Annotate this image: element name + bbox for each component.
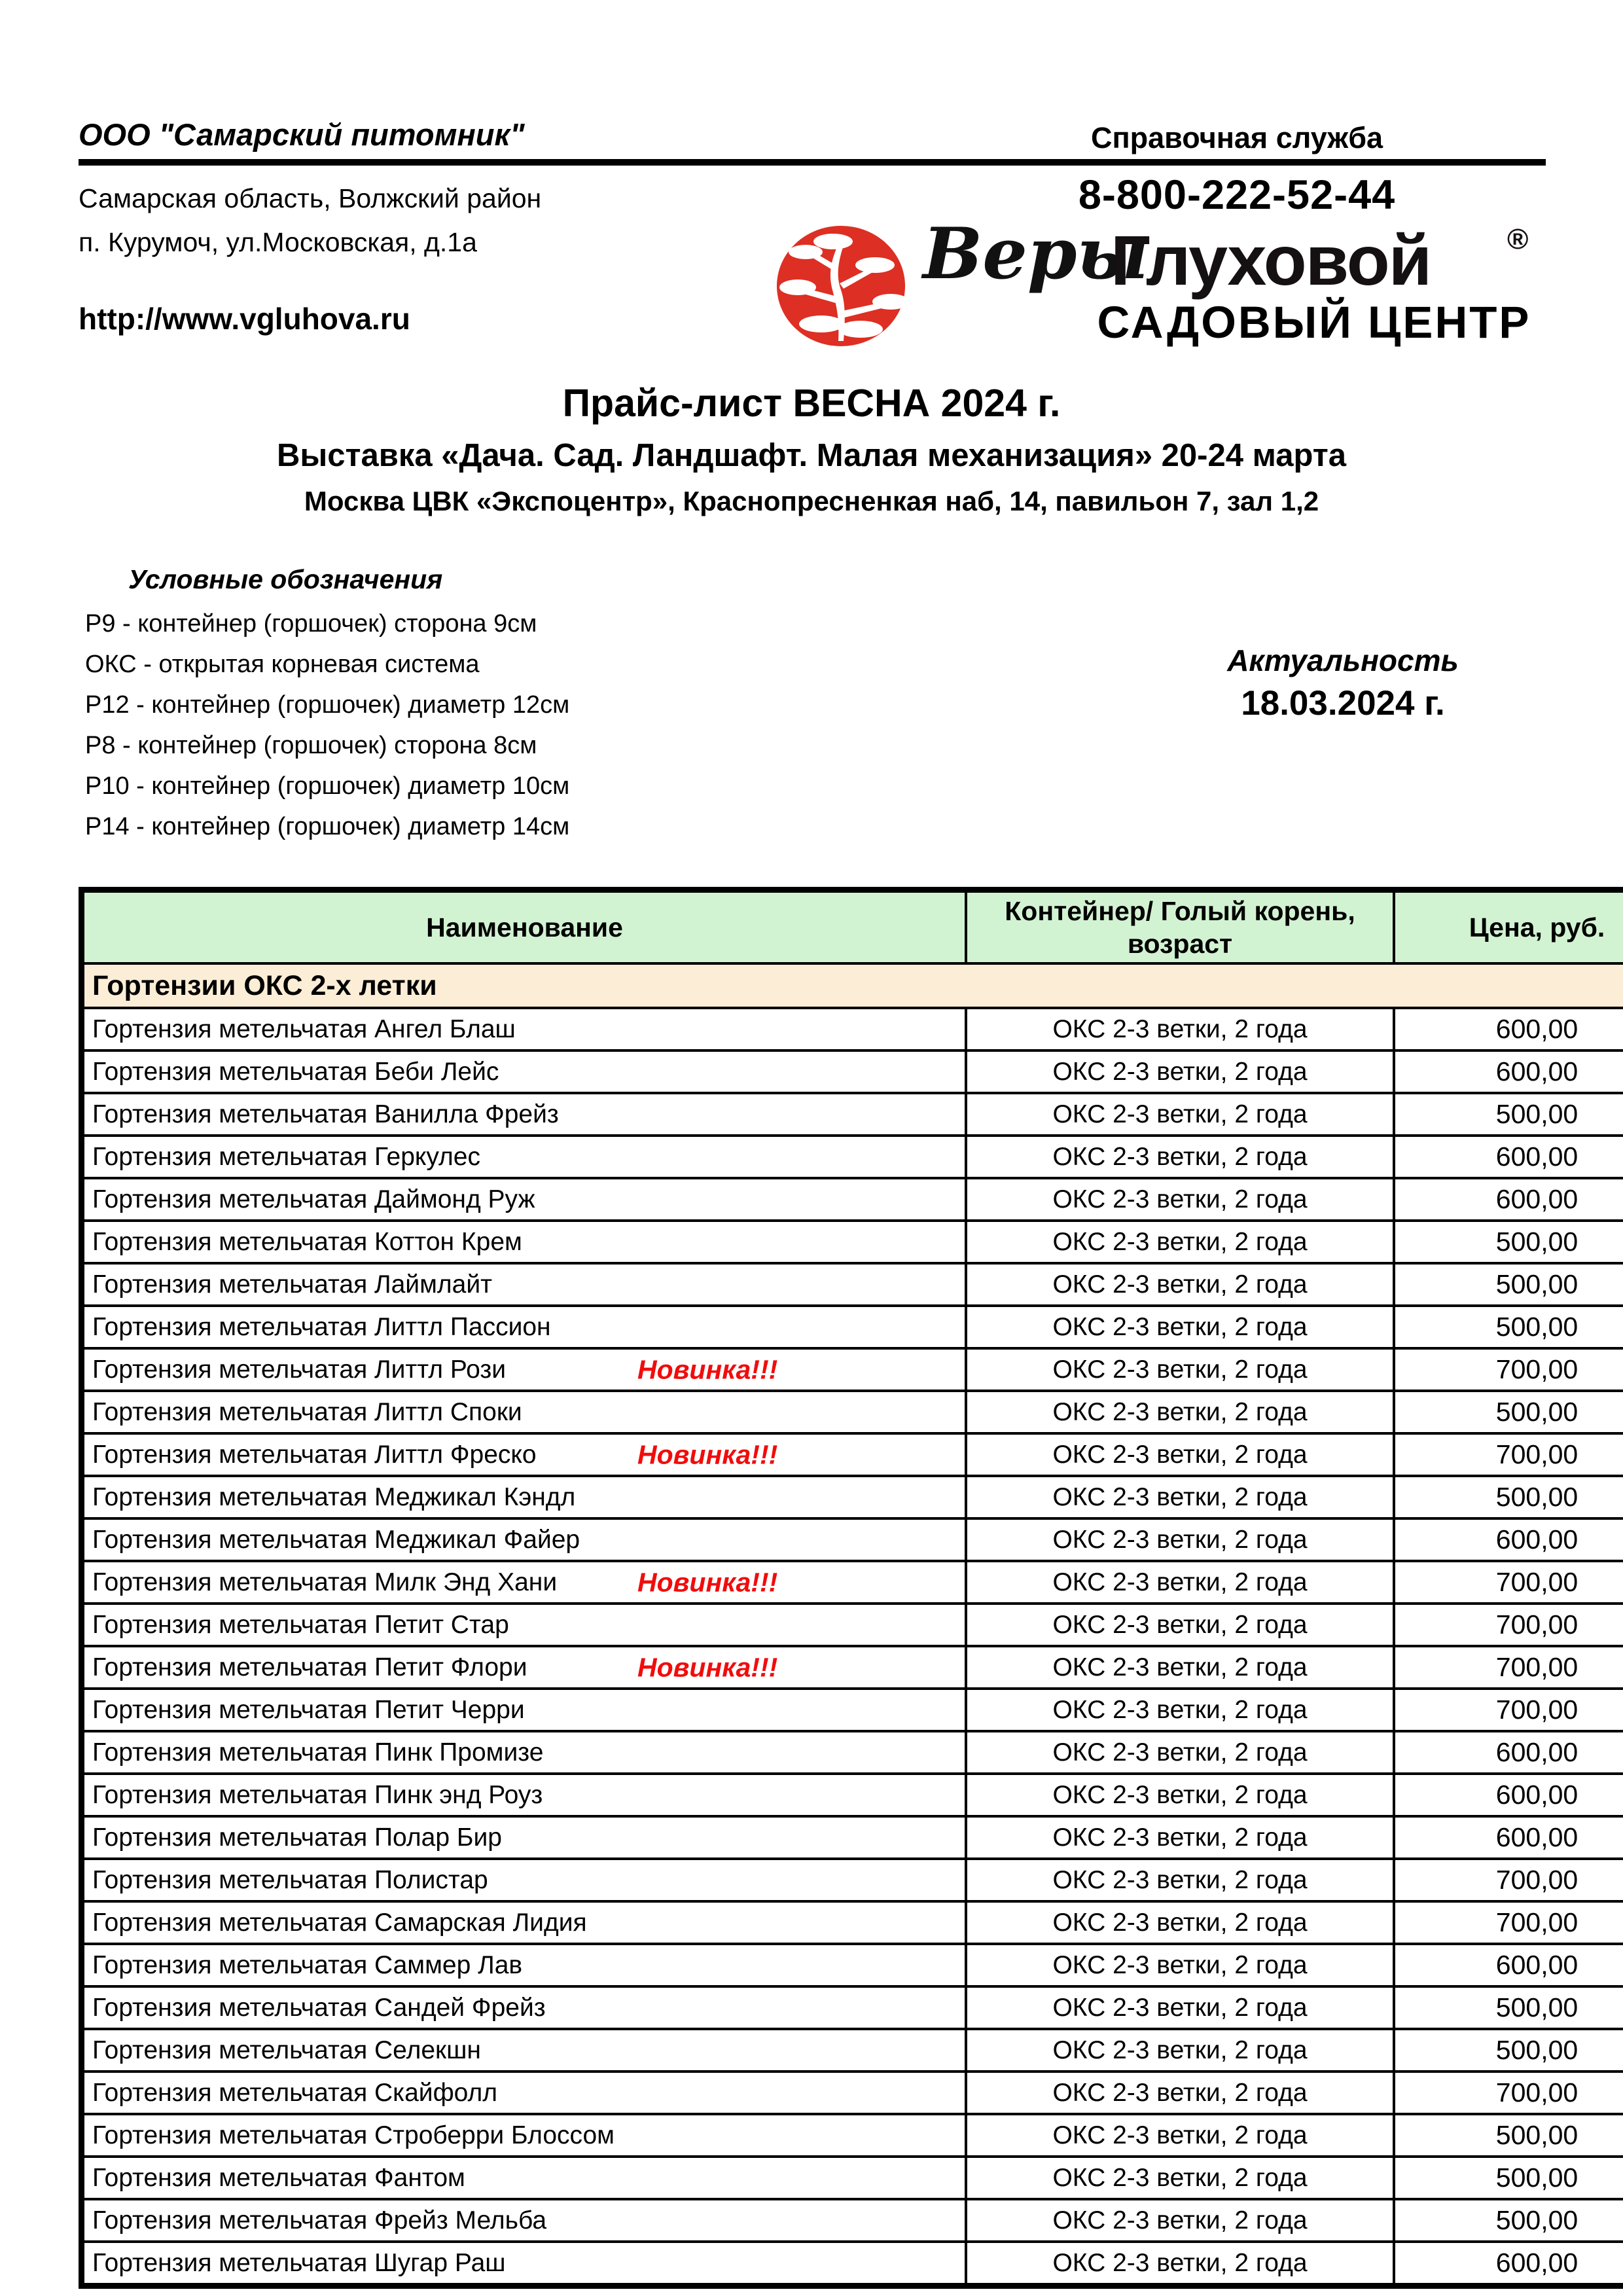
container-cell: ОКС 2-3 ветки, 2 года xyxy=(966,1646,1394,1689)
header-divider-rule xyxy=(79,159,1546,166)
legend-item: Р12 - контейнер (горшочек) диаметр 12см xyxy=(85,691,570,719)
price-cell: 600,00 xyxy=(1394,1774,1623,1816)
container-cell: ОКС 2-3 ветки, 2 года xyxy=(966,2072,1394,2114)
hotline-label: Справочная служба xyxy=(1090,121,1383,154)
plant-name: Гортензия метельчатая Литтл Рози xyxy=(92,1355,507,1384)
plant-name-cell xyxy=(82,1986,967,2029)
plant-name: Гортензия метельчатая Геркулес xyxy=(92,1142,480,1171)
price-cell: 500,00 xyxy=(1394,2199,1623,2242)
table-row xyxy=(82,1476,1623,1518)
plant-name-cell xyxy=(82,2029,967,2072)
container-cell: ОКС 2-3 ветки, 2 года xyxy=(966,1221,1394,1263)
plant-name: Гортензия метельчатая Петит Флори xyxy=(92,1653,527,1681)
price-cell: 500,00 xyxy=(1394,1391,1623,1433)
table-row xyxy=(82,1306,1623,1348)
table-row xyxy=(82,1221,1623,1263)
plant-name: Гортензия метельчатая Даймонд Руж xyxy=(92,1185,535,1213)
plant-name-cell xyxy=(82,1816,967,1859)
col-header-container: Контейнер/ Голый корень, возраст xyxy=(966,890,1394,964)
section-row xyxy=(82,963,1623,1008)
legend-item: ОКС - открытая корневая система xyxy=(85,651,480,678)
table-row xyxy=(82,2199,1623,2242)
plant-name: Гортензия метельчатая Петит Стар xyxy=(92,1610,509,1639)
table-row xyxy=(82,1518,1623,1561)
legend-item: Р8 - контейнер (горшочек) сторона 8см xyxy=(85,732,537,759)
price-cell: 700,00 xyxy=(1394,1901,1623,1944)
plant-name-cell xyxy=(82,1391,967,1433)
logo-script-name: Веры xyxy=(923,213,1149,295)
plant-name-cell xyxy=(82,1263,967,1306)
page-title: Прайс-лист ВЕСНА 2024 г. xyxy=(562,382,1061,425)
table-row xyxy=(82,1093,1623,1136)
logo-bold-name: Глуховой xyxy=(1111,221,1431,300)
plant-name-cell xyxy=(82,2072,967,2114)
plant-name-cell xyxy=(82,1859,967,1901)
plant-name: Гортензия метельчатая Литтл Споки xyxy=(92,1397,522,1426)
table-row xyxy=(82,1348,1623,1391)
price-cell: 600,00 xyxy=(1394,1178,1623,1221)
garden-center-logo xyxy=(776,213,1554,352)
plant-name: Гортензия метельчатая Меджикал Файер xyxy=(92,1525,580,1554)
plant-name: Гортензия метельчатая Ванилла Фрейз xyxy=(92,1100,559,1128)
legend-heading: Условные обозначения xyxy=(128,564,443,594)
container-cell: ОКС 2-3 ветки, 2 года xyxy=(966,1518,1394,1561)
table-row xyxy=(82,1604,1623,1646)
container-cell: ОКС 2-3 ветки, 2 года xyxy=(966,1561,1394,1604)
table-row xyxy=(82,1646,1623,1689)
container-cell: ОКС 2-3 ветки, 2 года xyxy=(966,1689,1394,1731)
price-cell: 600,00 xyxy=(1394,1136,1623,1178)
table-row xyxy=(82,1263,1623,1306)
price-cell: 700,00 xyxy=(1394,1859,1623,1901)
price-cell: 600,00 xyxy=(1394,1816,1623,1859)
table-row xyxy=(82,1433,1623,1476)
container-cell: ОКС 2-3 ветки, 2 года xyxy=(966,1816,1394,1859)
plant-name-cell xyxy=(82,1050,967,1093)
price-cell: 600,00 xyxy=(1394,1050,1623,1093)
price-cell: 600,00 xyxy=(1394,1944,1623,1986)
price-cell: 600,00 xyxy=(1394,1518,1623,1561)
legend-item: Р14 - контейнер (горшочек) диаметр 14см xyxy=(85,813,570,840)
container-cell: ОКС 2-3 ветки, 2 года xyxy=(966,1731,1394,1774)
novelty-badge: Новинка!!! xyxy=(637,1439,778,1469)
plant-name: Гортензия метельчатая Меджикал Кэндл xyxy=(92,1482,576,1511)
price-cell: 500,00 xyxy=(1394,2114,1623,2157)
price-cell: 600,00 xyxy=(1394,2242,1623,2286)
container-cell: ОКС 2-3 ветки, 2 года xyxy=(966,1391,1394,1433)
table-row xyxy=(82,1901,1623,1944)
plant-name: Гортензия метельчатая Шугар Раш xyxy=(92,2248,506,2277)
price-cell: 500,00 xyxy=(1394,1476,1623,1518)
price-cell: 700,00 xyxy=(1394,1646,1623,1689)
col-header-price: Цена, руб. xyxy=(1394,890,1623,964)
plant-name-cell xyxy=(82,1433,967,1476)
price-cell: 700,00 xyxy=(1394,1561,1623,1604)
container-cell: ОКС 2-3 ветки, 2 года xyxy=(966,1348,1394,1391)
col-header-name: Наименование xyxy=(82,890,967,964)
price-cell: 700,00 xyxy=(1394,1604,1623,1646)
container-cell: ОКС 2-3 ветки, 2 года xyxy=(966,1178,1394,1221)
plant-name: Гортензия метельчатая Пинк энд Роуз xyxy=(92,1780,543,1809)
plant-name-cell xyxy=(82,1604,967,1646)
table-row xyxy=(82,1689,1623,1731)
table-row xyxy=(82,1050,1623,1093)
legend-item: Р9 - контейнер (горшочек) сторона 9см xyxy=(85,610,537,637)
container-cell: ОКС 2-3 ветки, 2 года xyxy=(966,1263,1394,1306)
container-cell: ОКС 2-3 ветки, 2 года xyxy=(966,2114,1394,2157)
plant-name-cell xyxy=(82,1901,967,1944)
plant-name: Гортензия метельчатая Петит Черри xyxy=(92,1695,525,1724)
table-row xyxy=(82,1561,1623,1604)
bonsai-tree-icon xyxy=(776,224,910,348)
venue-line: Москва ЦВК «Экспоцентр», Краснопресненкая наб, 14, павильон 7, зал 1,2 xyxy=(304,486,1319,516)
registered-trademark-icon: ® xyxy=(1507,223,1529,255)
table-row xyxy=(82,1944,1623,1986)
container-cell: ОКС 2-3 ветки, 2 года xyxy=(966,2029,1394,2072)
container-cell: ОКС 2-3 ветки, 2 года xyxy=(966,1944,1394,1986)
plant-name: Гортензия метельчатая Коттон Крем xyxy=(92,1227,522,1256)
plant-name-cell xyxy=(82,2114,967,2157)
table-row xyxy=(82,1774,1623,1816)
phone-number: 8-800-222-52-44 xyxy=(1078,172,1396,218)
container-cell: ОКС 2-3 ветки, 2 года xyxy=(966,2157,1394,2199)
plant-name-cell xyxy=(82,1731,967,1774)
plant-name: Гортензия метельчатая Сандей Фрейз xyxy=(92,1993,546,2022)
plant-name: Гортензия метельчатая Беби Лейс xyxy=(92,1057,499,1086)
plant-name: Гортензия метельчатая Саммер Лав xyxy=(92,1950,523,1979)
address-line-1: Самарская область, Волжский район xyxy=(79,183,542,213)
plant-name: Гортензия метельчатая Милк Энд Хани xyxy=(92,1568,558,1596)
plant-name-cell xyxy=(82,1476,967,1518)
price-cell: 500,00 xyxy=(1394,1306,1623,1348)
container-cell: ОКС 2-3 ветки, 2 года xyxy=(966,1093,1394,1136)
plant-name: Гортензия метельчатая Фантом xyxy=(92,2163,465,2192)
price-cell: 500,00 xyxy=(1394,1093,1623,1136)
container-cell: ОКС 2-3 ветки, 2 года xyxy=(966,1050,1394,1093)
actuality-block xyxy=(1160,643,1526,723)
price-cell: 700,00 xyxy=(1394,1433,1623,1476)
table-row xyxy=(82,2072,1623,2114)
plant-name-cell xyxy=(82,1561,967,1604)
table-row xyxy=(82,1178,1623,1221)
plant-name-cell xyxy=(82,1774,967,1816)
plant-name: Гортензия метельчатая Полистар xyxy=(92,1865,488,1894)
plant-name-cell xyxy=(82,1306,967,1348)
plant-name-cell xyxy=(82,1221,967,1263)
plant-name-cell xyxy=(82,1136,967,1178)
container-cell: ОКС 2-3 ветки, 2 года xyxy=(966,1859,1394,1901)
container-cell: ОКС 2-3 ветки, 2 года xyxy=(966,2242,1394,2286)
plant-name-cell xyxy=(82,2199,967,2242)
container-cell: ОКС 2-3 ветки, 2 года xyxy=(966,1604,1394,1646)
price-cell: 700,00 xyxy=(1394,1689,1623,1731)
website-link[interactable]: http://www.vgluhova.ru xyxy=(79,302,410,336)
price-cell: 700,00 xyxy=(1394,2072,1623,2114)
table-row xyxy=(82,2157,1623,2199)
price-cell: 600,00 xyxy=(1394,1731,1623,1774)
plant-name: Гортензия метельчатая Лаймлайт xyxy=(92,1270,492,1299)
novelty-badge: Новинка!!! xyxy=(637,1652,778,1682)
container-cell: ОКС 2-3 ветки, 2 года xyxy=(966,1774,1394,1816)
table-row xyxy=(82,2242,1623,2286)
container-cell: ОКС 2-3 ветки, 2 года xyxy=(966,1008,1394,1050)
price-cell: 600,00 xyxy=(1394,1008,1623,1050)
exhibition-subtitle: Выставка «Дача. Сад. Ландшафт. Малая механизация» 20-24 марта xyxy=(276,438,1347,473)
plant-name-cell xyxy=(82,1689,967,1731)
table-row xyxy=(82,2114,1623,2157)
plant-name: Гортензия метельчатая Литтл Фреско xyxy=(92,1440,537,1469)
table-row xyxy=(82,1731,1623,1774)
table-row xyxy=(82,1391,1623,1433)
logo-subtitle: САДОВЫЙ ЦЕНТР xyxy=(1097,297,1531,348)
table-row xyxy=(82,1986,1623,2029)
container-cell: ОКС 2-3 ветки, 2 года xyxy=(966,1476,1394,1518)
price-cell: 500,00 xyxy=(1394,1263,1623,1306)
legend-list xyxy=(85,603,569,847)
company-name: ООО "Самарский питомник" xyxy=(79,117,525,152)
plant-name-cell xyxy=(82,1008,967,1050)
plant-name: Гортензия метельчатая Ангел Блаш xyxy=(92,1014,516,1043)
container-cell: ОКС 2-3 ветки, 2 года xyxy=(966,1433,1394,1476)
plant-name: Гортензия метельчатая Литтл Пассион xyxy=(92,1312,551,1341)
plant-name-cell xyxy=(82,1646,967,1689)
price-cell: 500,00 xyxy=(1394,1221,1623,1263)
table-row xyxy=(82,1136,1623,1178)
plant-name: Гортензия метельчатая Скайфолл xyxy=(92,2078,498,2107)
plant-name: Гортензия метельчатая Селекшн xyxy=(92,2036,481,2064)
table-row xyxy=(82,1816,1623,1859)
plant-name-cell xyxy=(82,1518,967,1561)
plant-name-cell xyxy=(82,1944,967,1986)
price-cell: 500,00 xyxy=(1394,2029,1623,2072)
container-cell: ОКС 2-3 ветки, 2 года xyxy=(966,1986,1394,2029)
table-row xyxy=(82,1008,1623,1050)
plant-name: Гортензия метельчатая Фрейз Мельба xyxy=(92,2206,547,2234)
address-line-2: п. Курумоч, ул.Московская, д.1а xyxy=(79,227,477,257)
novelty-badge: Новинка!!! xyxy=(637,1567,778,1597)
plant-name: Гортензия метельчатая Пинк Промизе xyxy=(92,1738,544,1767)
container-cell: ОКС 2-3 ветки, 2 года xyxy=(966,2199,1394,2242)
legend-item: Р10 - контейнер (горшочек) диаметр 10см xyxy=(85,772,570,800)
container-cell: ОКС 2-3 ветки, 2 года xyxy=(966,1306,1394,1348)
container-cell: ОКС 2-3 ветки, 2 года xyxy=(966,1901,1394,1944)
plant-name: Гортензия метельчатая Полар Бир xyxy=(92,1823,502,1852)
plant-name-cell xyxy=(82,1348,967,1391)
novelty-badge: Новинка!!! xyxy=(637,1354,778,1384)
price-table xyxy=(79,887,1623,2289)
section-label: Гортензии ОКС 2-х летки xyxy=(82,963,1623,1008)
table-row xyxy=(82,1859,1623,1901)
plant-name-cell xyxy=(82,1093,967,1136)
table-header-row xyxy=(82,890,1623,964)
price-cell: 500,00 xyxy=(1394,1986,1623,2029)
plant-name: Гортензия метельчатая Строберри Блоссом xyxy=(92,2121,615,2149)
plant-name-cell xyxy=(82,1178,967,1221)
plant-name-cell xyxy=(82,2157,967,2199)
actuality-label: Актуальность xyxy=(1227,643,1459,677)
price-cell: 700,00 xyxy=(1394,1348,1623,1391)
actuality-date: 18.03.2024 г. xyxy=(1241,684,1445,723)
price-cell: 500,00 xyxy=(1394,2157,1623,2199)
plant-name-cell xyxy=(82,2242,967,2286)
plant-name: Гортензия метельчатая Самарская Лидия xyxy=(92,1908,587,1937)
table-row xyxy=(82,2029,1623,2072)
container-cell: ОКС 2-3 ветки, 2 года xyxy=(966,1136,1394,1178)
